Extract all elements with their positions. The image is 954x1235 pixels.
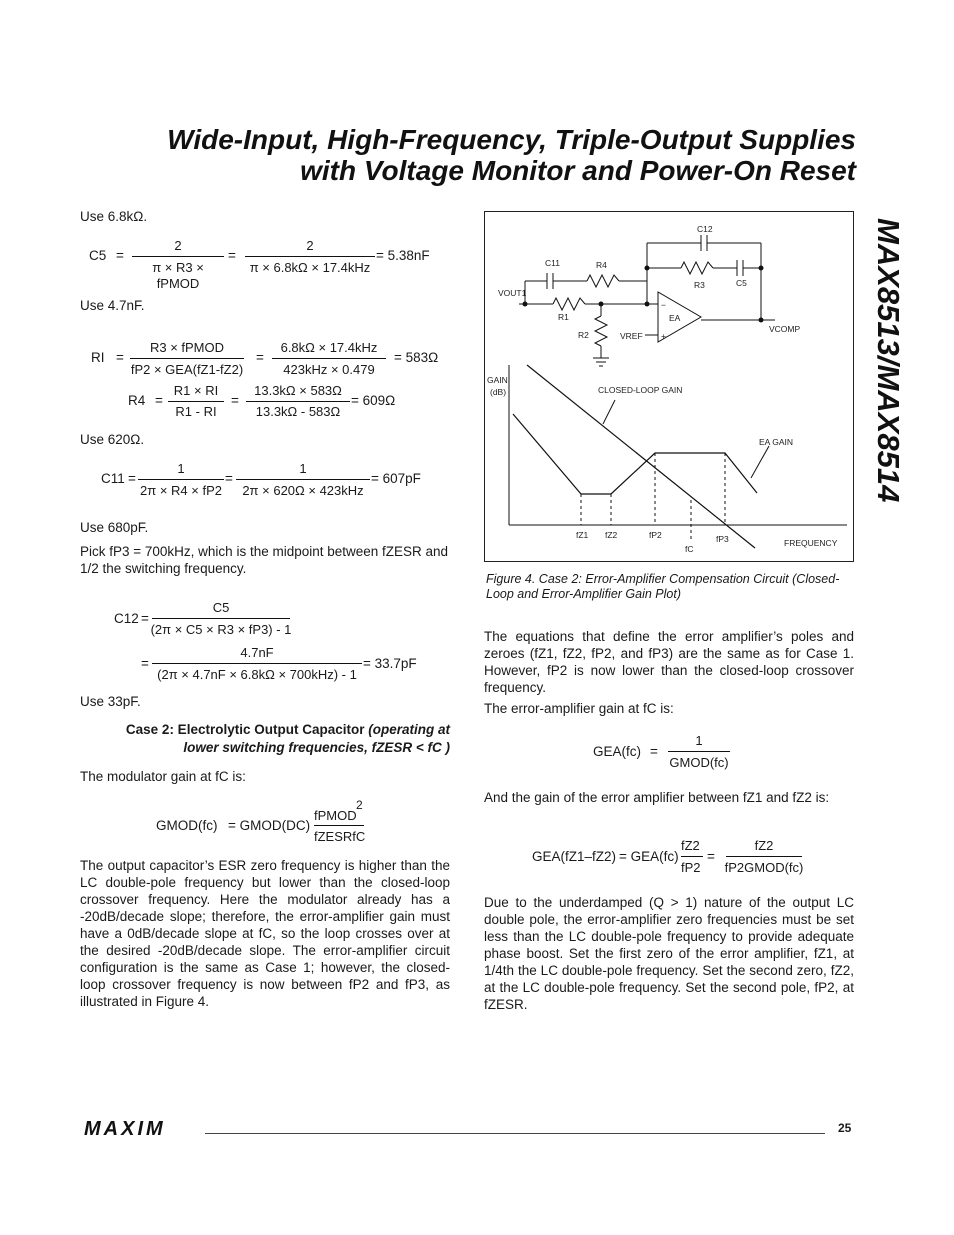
frac-bar: [726, 856, 802, 857]
use-620: Use 620Ω.: [80, 432, 145, 447]
gea-eq: =: [650, 744, 658, 759]
frac-bar: [236, 479, 370, 480]
frac-bar: [130, 358, 244, 359]
gea-num: 1: [695, 733, 703, 748]
modulator-gain-text: The modulator gain at fC is:: [80, 769, 246, 784]
frac-bar: [245, 256, 375, 257]
r4-num2: 13.3kΩ × 583Ω: [254, 383, 342, 398]
label-frequency: FREQUENCY: [784, 538, 838, 548]
use-680: Use 680pF.: [80, 520, 149, 535]
title-line-1: Wide-Input, High-Frequency, Triple-Output Supplies: [167, 124, 856, 155]
gmod-num: fPMOD: [314, 808, 357, 823]
label-fp3: fP3: [716, 534, 729, 544]
ri-lhs: RI: [91, 350, 105, 365]
gea2-eq: =: [707, 849, 715, 864]
c5-lhs: C5: [89, 248, 107, 263]
title-line-2: with Voltage Monitor and Power-On Reset: [300, 155, 856, 186]
ri-num1: R3 × fPMOD: [149, 340, 225, 355]
label-ea-gain: EA GAIN: [759, 437, 794, 447]
page-number: 25: [838, 1121, 852, 1135]
maxim-logo-text: MAXIM: [84, 1118, 166, 1140]
r4-den2: 13.3kΩ - 583Ω: [255, 404, 341, 419]
r4-result: = 609Ω: [351, 393, 396, 408]
equals: =: [228, 248, 236, 263]
label-r4: R4: [596, 260, 607, 270]
c11-lhs: C11: [101, 471, 125, 486]
c12-result: = 33.7pF: [363, 656, 417, 671]
gmod-exponent: 2: [356, 798, 363, 812]
page-title: [167, 124, 856, 186]
right-paragraph-3: Due to the underdamped (Q > 1) nature of the output LC double pole, the error-amplifier zero frequencies must be set less than the LC double-pole frequency to provide adequate phase boost. Set the first zero of the error amplifier, fZ1, at 1/4th the LC double-pole frequency. Set the second zero, fZ2, at the LC double-pole frequency. Set the second pole, fP2, at fZESR.: [484, 895, 854, 1012]
label-db: (dB): [490, 387, 507, 397]
equals: =: [225, 471, 233, 486]
figure-4: [484, 211, 854, 562]
maxim-logo: [84, 1118, 194, 1145]
c12-num1: C5: [212, 600, 230, 615]
ri-num2: 6.8kΩ × 17.4kHz: [280, 340, 378, 355]
label-plus: +: [661, 331, 666, 341]
equals: =: [155, 393, 163, 408]
label-r3: R3: [694, 280, 705, 290]
use-4n7: Use 4.7nF.: [80, 298, 145, 313]
ri-den1: fP2 × GEA(fZ1-fZ2): [130, 362, 244, 377]
label-fz2: fZ2: [605, 530, 618, 540]
use-6k8: Use 6.8kΩ.: [80, 209, 148, 224]
label-minus: −: [661, 300, 666, 310]
c11-num1: 1: [177, 461, 185, 476]
frac-bar: [246, 401, 350, 402]
c12-den1: (2π × C5 × R3 × fP3) - 1: [150, 622, 292, 637]
r4-num1: R1 × RI: [173, 383, 219, 398]
label-c5: C5: [736, 278, 747, 288]
equals: =: [231, 393, 239, 408]
c12-den2: (2π × 4.7nF × 6.8kΩ × 700kHz) - 1: [157, 667, 357, 682]
frac-bar: [132, 256, 224, 257]
frac-bar: [168, 401, 224, 402]
r4-den1: R1 - RI: [175, 404, 217, 419]
side-part-number-text: MAX8513/MAX8514: [871, 218, 906, 503]
footer-rule: [205, 1133, 825, 1134]
ri-den2: 423kHz × 0.479: [283, 362, 375, 377]
label-r2: R2: [578, 330, 589, 340]
gea-den: GMOD(fc): [669, 755, 729, 770]
label-r1: R1: [558, 312, 569, 322]
case2-heading-italic: (operating at lower switching frequencies, fZESR < fC ): [183, 722, 450, 755]
r4-lhs: R4: [128, 393, 146, 408]
label-fc: fC: [685, 544, 694, 554]
frac-bar: [152, 663, 362, 664]
frac-bar: [272, 358, 386, 359]
label-fp2: fP2: [649, 530, 662, 540]
frac-bar: [681, 856, 703, 857]
frac-bar: [668, 751, 730, 752]
label-c11: C11: [545, 258, 560, 268]
right-paragraph-2: And the gain of the error amplifier between fZ1 and fZ2 is:: [484, 790, 830, 805]
case2-heading: [92, 721, 450, 757]
pick-fp3-text: Pick fP3 = 700kHz, which is the midpoint between fZESR and 1/2 the switching frequency.: [80, 544, 449, 576]
label-ea: EA: [669, 313, 681, 323]
equals: =: [141, 611, 149, 626]
label-fz1: fZ1: [576, 530, 589, 540]
gea2-lhs: GEA(fZ1–fZ2): [532, 849, 617, 864]
error-amp-gain-text: The error-amplifier gain at fC is:: [484, 701, 674, 716]
c5-result: = 5.38nF: [376, 248, 430, 263]
label-vref: VREF: [620, 331, 643, 341]
gmod-den: fZESRfC: [314, 829, 366, 844]
equals: =: [116, 350, 124, 365]
case2-heading-bold: Case 2: Electrolytic Output Capacitor: [125, 722, 365, 737]
label-vcomp: VCOMP: [769, 324, 801, 334]
side-part-number: [868, 212, 908, 542]
c12-num2: 4.7nF: [240, 645, 274, 660]
gea2-num1: fZ2: [681, 838, 700, 853]
c11-result: = 607pF: [371, 471, 421, 486]
frac-bar: [138, 479, 224, 480]
c5-den1: π × R3 × fPMOD: [152, 260, 204, 291]
c11-den1: 2π × R4 × fP2: [140, 483, 222, 498]
maxim-logo-svg: [84, 1118, 194, 1140]
c5-num1: 2: [174, 238, 182, 253]
c12-lhs: C12: [114, 611, 139, 626]
gea2-den1: fP2: [681, 860, 701, 875]
c5-num2: 2: [306, 238, 314, 253]
right-paragraph-1: The equations that define the error amplifier’s poles and zeroes (fZ1, fZ2, fP2, and fP3) are the same as for Case 1. However, fP2 is now lower than the closed-loop crossover frequency.: [484, 629, 854, 695]
c5-den2: π × 6.8kΩ × 17.4kHz: [249, 260, 371, 275]
gea2-mid: = GEA(fc): [619, 849, 679, 864]
label-gain: GAIN: [487, 375, 508, 385]
label-c12: C12: [697, 224, 713, 234]
gea2-num2: fZ2: [754, 838, 774, 853]
label-closed-loop: CLOSED-LOOP GAIN: [598, 385, 683, 395]
use-33p: Use 33pF.: [80, 694, 141, 709]
equals: =: [128, 471, 136, 486]
figure-caption: Figure 4. Case 2: Error-Amplifier Compensation Circuit (Closed-Loop and Error-Amplifier Gain Plot): [486, 572, 840, 601]
gmod-lhs: GMOD(fc): [156, 818, 218, 833]
equals: =: [116, 248, 124, 263]
gea-lhs: GEA(fc): [593, 744, 642, 759]
equals: =: [256, 350, 264, 365]
c11-num2: 1: [299, 461, 307, 476]
side-part-number-svg: [868, 212, 908, 542]
label-vout1: VOUT1: [498, 288, 527, 298]
frac-bar: [314, 825, 364, 826]
gmod-mid: = GMOD(DC): [228, 818, 311, 833]
equals: =: [141, 656, 149, 671]
frac-bar: [152, 618, 290, 619]
left-paragraph: The output capacitor’s ESR zero frequency is higher than the LC double-pole frequency but lower than the closed-loop crossover frequency. Here the modulator already has a -20dB/decade slope; therefore, the error-amplifier gain must have a 0dB/decade slope at fC, so the loop crosses over at the desired -20dB/decade slope. The error-amplifier circuit configuration is the same as Case 1; however, the closed-loop crossover frequency is now between fP2 and fP3, as illustrated in Figure 4.: [80, 858, 450, 1009]
c11-den2: 2π × 620Ω × 423kHz: [242, 483, 364, 498]
gea2-den2: fP2GMOD(fc): [724, 860, 804, 875]
figure-4-svg: [485, 212, 855, 563]
ri-result: = 583Ω: [394, 350, 439, 365]
